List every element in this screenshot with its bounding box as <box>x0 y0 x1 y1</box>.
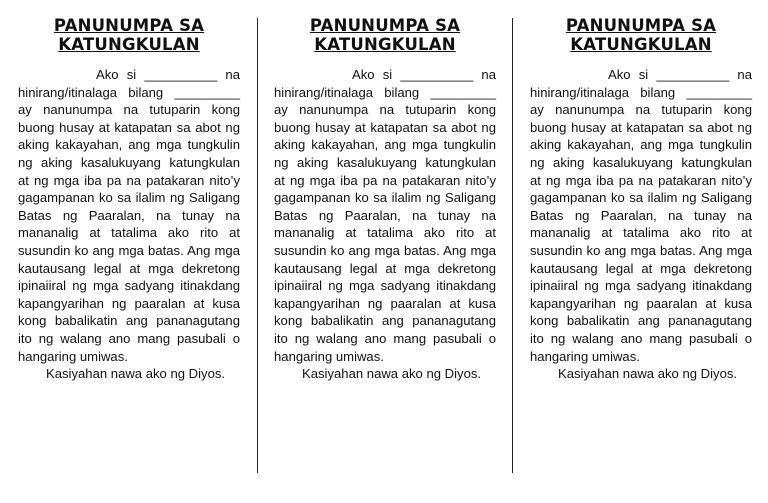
oath-title <box>18 16 240 54</box>
oath-body-text: Ako si __________ na hinirang/itinalaga bilang _________ ay nanunumpa na tutuparin kong buong husay at katapatan sa abot ng aking kakayahan, ang mga tungkulin ng aking kasalukuyang katungkulan at ng mga iba pa na patakaran nito’y gagampanan ko sa ilalim ng Saligang Batas ng Paaralan, na tunay na mananalig at tatalima ako rito at susundin ko ang mga batas. Ang mga kautausang legal at mga dekretong ipinaiiral ng mga sadyang itinakdang kapangyarihan ng paaralan at kusa kong babalikatin ang pananagutang ito ng walang ano mang pasubali o hangaring umiwas. <box>18 67 240 364</box>
oath-column-3 <box>530 16 752 383</box>
oath-body-text: Ako si __________ na hinirang/itinalaga bilang _________ ay nanunumpa na tutuparin kong buong husay at katapatan sa abot ng aking kakayahan, ang mga tungkulin ng aking kasalukuyang katungkulan at ng mga iba pa na patakaran nito’y gagampanan ko sa ilalim ng Saligang Batas ng Paaralan, na tunay na mananalig at tatalima ako rito at susundin ko ang mga batas. Ang mga kautausang legal at mga dekretong ipinaiiral ng mga sadyang itinakdang kapangyarihan ng paaralan at kusa kong babalikatin ang pananagutang ito ng walang ano mang pasubali o hangaring umiwas. <box>274 67 496 364</box>
oath-body-text: Ako si __________ na hinirang/itinalaga bilang _________ ay nanunumpa na tutuparin kong buong husay at katapatan sa abot ng aking kakayahan, ang mga tungkulin ng aking kasalukuyang katungkulan at ng mga iba pa na patakaran nito’y gagampanan ko sa ilalim ng Saligang Batas ng Paaralan, na tunay na mananalig at tatalima ako rito at susundin ko ang mga batas. Ang mga kautausang legal at mga dekretong ipinaiiral ng mga sadyang itinakdang kapangyarihan ng paaralan at kusa kong babalikatin ang pananagutang ito ng walang ano mang pasubali o hangaring umiwas. <box>530 67 752 364</box>
oath-closing: Kasiyahan nawa ako ng Diyos. <box>46 366 226 382</box>
title-line-2: KATUNGKULAN <box>570 35 712 54</box>
oath-closing: Kasiyahan nawa ako ng Diyos. <box>302 366 482 382</box>
title-line-2: KATUNGKULAN <box>58 35 200 54</box>
oath-paragraph <box>18 66 240 365</box>
column-divider-1 <box>257 18 258 473</box>
oath-closing: Kasiyahan nawa ako ng Diyos. <box>558 366 738 382</box>
title-line-1: PANUNUMPA SA <box>53 16 205 35</box>
title-line-1: PANUNUMPA SA <box>309 16 461 35</box>
oath-title <box>274 16 496 54</box>
column-divider-2 <box>512 18 513 473</box>
oath-paragraph <box>530 66 752 365</box>
oath-column-1 <box>18 16 240 383</box>
oath-title <box>530 16 752 54</box>
title-line-1: PANUNUMPA SA <box>565 16 717 35</box>
title-line-2: KATUNGKULAN <box>314 35 456 54</box>
oath-paragraph <box>274 66 496 365</box>
oath-column-2 <box>274 16 496 383</box>
